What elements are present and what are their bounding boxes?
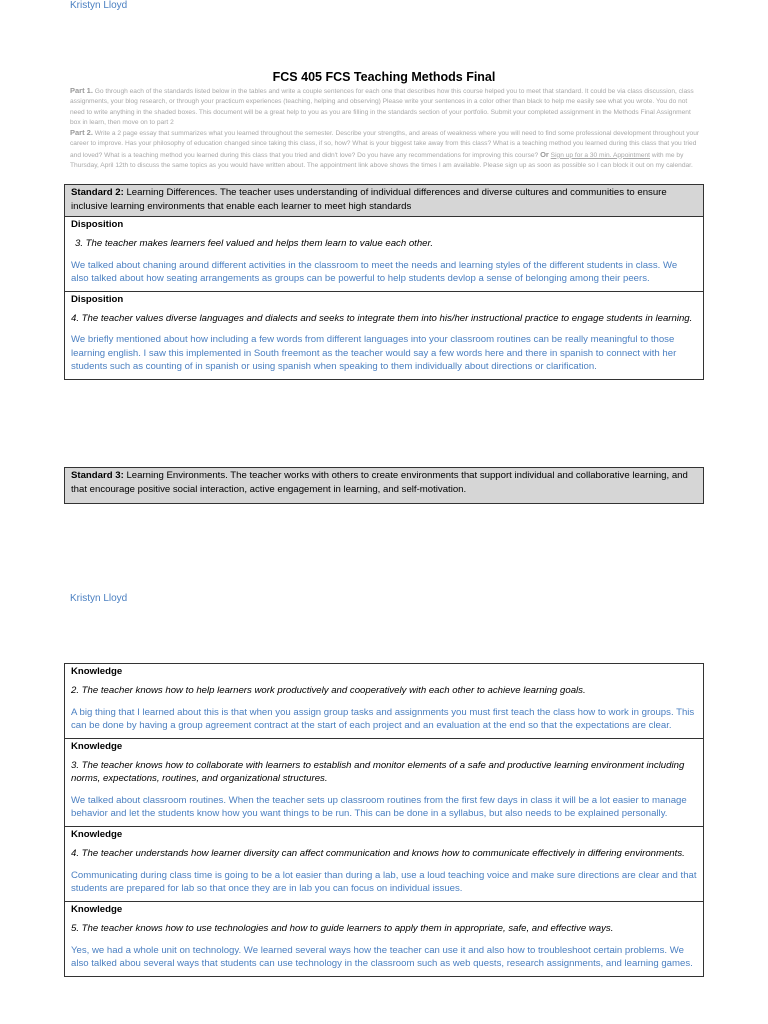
document-title: FCS 405 FCS Teaching Methods Final (272, 70, 496, 84)
instructions (70, 86, 702, 171)
row-heading: Disposition (71, 219, 124, 230)
row-question: 4. The teacher understands how learner diversity can affect communication and knows how to communicate effectively in differing environments. (71, 848, 685, 860)
table-row (65, 217, 703, 292)
table-row (65, 827, 703, 902)
table-row (65, 739, 703, 827)
row-heading: Knowledge (71, 666, 123, 677)
appointment-link[interactable]: Sign up for a 30 min. Appointment (550, 151, 651, 159)
table-row (65, 292, 703, 380)
standard3-header (65, 468, 703, 504)
row-question: 4. The teacher values diverse languages and dialects and seeks to integrate them into his/her instructional practice to engage students in learning. (71, 312, 693, 324)
author-name: Kristyn Lloyd (70, 0, 128, 11)
row-question: 2. The teacher knows how to help learners work productively and cooperatively with each other to achieve learning goals. (71, 685, 586, 696)
author-name: Kristyn Lloyd (70, 593, 128, 604)
part1-label: Part 1. (70, 86, 93, 95)
or-label: Or (540, 149, 549, 159)
standard2-header (65, 185, 703, 217)
part2-label: Part 2. (70, 128, 93, 138)
standard2-label: Standard 2: (71, 187, 124, 198)
row-question: 3. The teacher makes learners feel valued and helps them learn to value each other. (75, 238, 434, 249)
standard3-table (64, 467, 704, 504)
row-answer[interactable]: Yes, we had a whole unit on technology. We learned several ways how the teacher can use it and also how to troubleshoot certain problems. We also talked abou several ways that students can use technology in the classroom such as web quests, research assignments, and learning games. (71, 944, 693, 969)
row-question: 3. The teacher knows how to collaborate with learners to establish and monitor elements of a safe and productive learning environment including norms, expectations, routines, and organizational structures. (71, 759, 685, 785)
table-row (65, 664, 703, 739)
row-heading: Knowledge (71, 740, 123, 752)
part2-text: Write a 2 page essay that summarizes what you learned throughout the semester. Describe your strengths, and areas of weakness where you will need to find some professional development throughout your career to improve. Has your philosophy of education changed since taking this class, if so, how? What is your biggest take away from this class? What is a teaching method you learned during this class that you tried and loved? What is a teaching method you learned during this class that you tried and didn't love? Do you have any recommendations for improving this course? (70, 130, 700, 159)
row-answer[interactable]: We talked about chaning around different activities in the classroom to meet the needs and learning styles of the different students in class. We also talked about how seating arrangements as groups can be powerful to help students devlop a sense of belonging among their peers. (71, 259, 678, 284)
standard3-text: Learning Environments. The teacher works with others to create environments that support individual and collaborative learning, and that encourage positive social interaction, active engagement in learning, and self-motivation. (71, 470, 688, 495)
row-question: 5. The teacher knows how to use technologies and how to guide learners to apply them in appropriate, safe, and effective ways. (71, 923, 614, 935)
row-heading: Knowledge (71, 904, 123, 916)
row-answer[interactable]: Communicating during class time is going to be a lot easier than during a lab, use a loud teaching voice and make sure directions are clear and that students are prepared for lab so that once they are in lab you can focus on individual issues. (71, 869, 697, 895)
row-heading: Disposition (71, 293, 124, 305)
row-answer[interactable]: We talked about classroom routines. When the teacher sets up classroom routines from the first few days in class it will be a lot easier to manage behavior and let the students know how you want things to be run. This can be done in a syllabus, but also needs to be explained personally. (71, 794, 687, 820)
part1-text: Go through each of the standards listed below in the tables and write a couple sentences for each one that describes how this course helped you to meet that standard. It could be via class discussion, class assignments, your blog research, or through your practicum experiences (teaching, helping and observing) Please write your sentences in a color other than black to help me easily see what you wrote. You do not need to write anything in the shaded boxes. This document will be a great help to you as you are filling in the standards section of your portfolio. Submit your completed assignment in the Methods Final Assignment box in learn, then move on to part 2 (70, 88, 694, 126)
standard2-table (64, 184, 704, 380)
knowledge-table (64, 663, 704, 977)
row-answer[interactable]: A big thing that I learned about this is that when you assign group tasks and assignments you must first teach the class how to work in groups. This can be done by having a group agreement contract at the start of each project and an evaluation at the end so that the expectations are clear. (71, 706, 695, 731)
row-heading: Knowledge (71, 829, 123, 841)
standard3-label: Standard 3: (71, 470, 124, 481)
standard2-text: Learning Differences. The teacher uses understanding of individual differences and diverse cultures and communities to ensure inclusive learning environments that enable each learner to meet high standards (71, 187, 667, 212)
table-row (65, 902, 703, 977)
row-answer[interactable]: We briefly mentioned about how including a few words from different languages into your classroom routines can be really meaningful to those learning english. I saw this implemented in South freemont as the teacher would say a few words here and there in spanish to connect with her students such as counting of in spanish or using spanish when speaking to them individually about directions or clarification. (71, 334, 677, 372)
part2-text-continued: with me by Thursday, April 12th to discuss the same topics as you would have written about. The appointment link above shows the times I am available. Please sign up as soon as possible so I can block it out on my calendar. (70, 151, 693, 170)
